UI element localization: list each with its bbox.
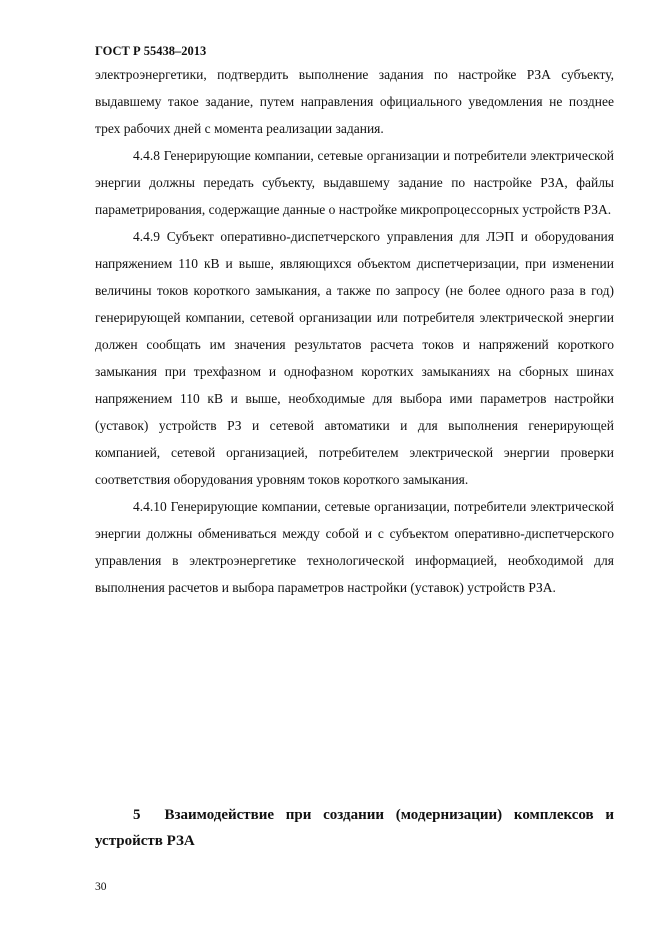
paragraph-4-4-9: 4.4.9 Субъект оперативно-диспетчерского управления для ЛЭП и оборудования напряжением 110 кВ и выше, являющихся объектом диспетчеризации, при изменении величины токов короткого замыкания, а также по запросу (не более одного раза в год) генерирующей компании, сетевой организации или потребителя электрической энергии должен сообщать им значения результатов расчета токов и напряжений короткого замыкания при трехфазном и однофазном коротких замыканиях на сборных шинах напряжением 110 кВ и выше, необходимые для выбора ими параметров настройки (уставок) устройств РЗ и сетевой автоматики и для выполнения генерирующей компанией, сетевой организацией, потребителем электрической энергии проверки соответствия оборудования уровням токов короткого замыкания.: [95, 229, 614, 487]
section-number: 5: [133, 807, 141, 823]
paragraph-continuation: электроэнергетики, подтвердить выполнение задания по настройке РЗА субъекту, выдавшему такое задание, путем направления официального уведомления не позднее трех рабочих дней с момента реализации задания.: [95, 67, 614, 136]
document-body: [95, 61, 614, 601]
section-title: Взаимодействие при создании (модернизации) комплексов и устройств РЗА: [95, 807, 614, 849]
paragraph-4-4-10: 4.4.10 Генерирующие компании, сетевые организации, потребители электрической энергии должны обмениваться между собой и с субъектом оперативно-диспетчерского управления в электроэнергетике технологической информацией, необходимой для выполнения расчетов и выбора параметров настройки (уставок) устройств РЗА.: [95, 499, 614, 595]
page-number: 30: [95, 881, 107, 893]
paragraph-4-4-8: 4.4.8 Генерирующие компании, сетевые организации и потребители электрической энергии должны передать субъекту, выдавшему задание по настройке РЗА, файлы параметрирования, содержащие данные о настройке микропроцессорных устройств РЗА.: [95, 148, 614, 217]
document-header: ГОСТ Р 55438–2013: [95, 44, 207, 58]
section-heading: [95, 802, 614, 854]
